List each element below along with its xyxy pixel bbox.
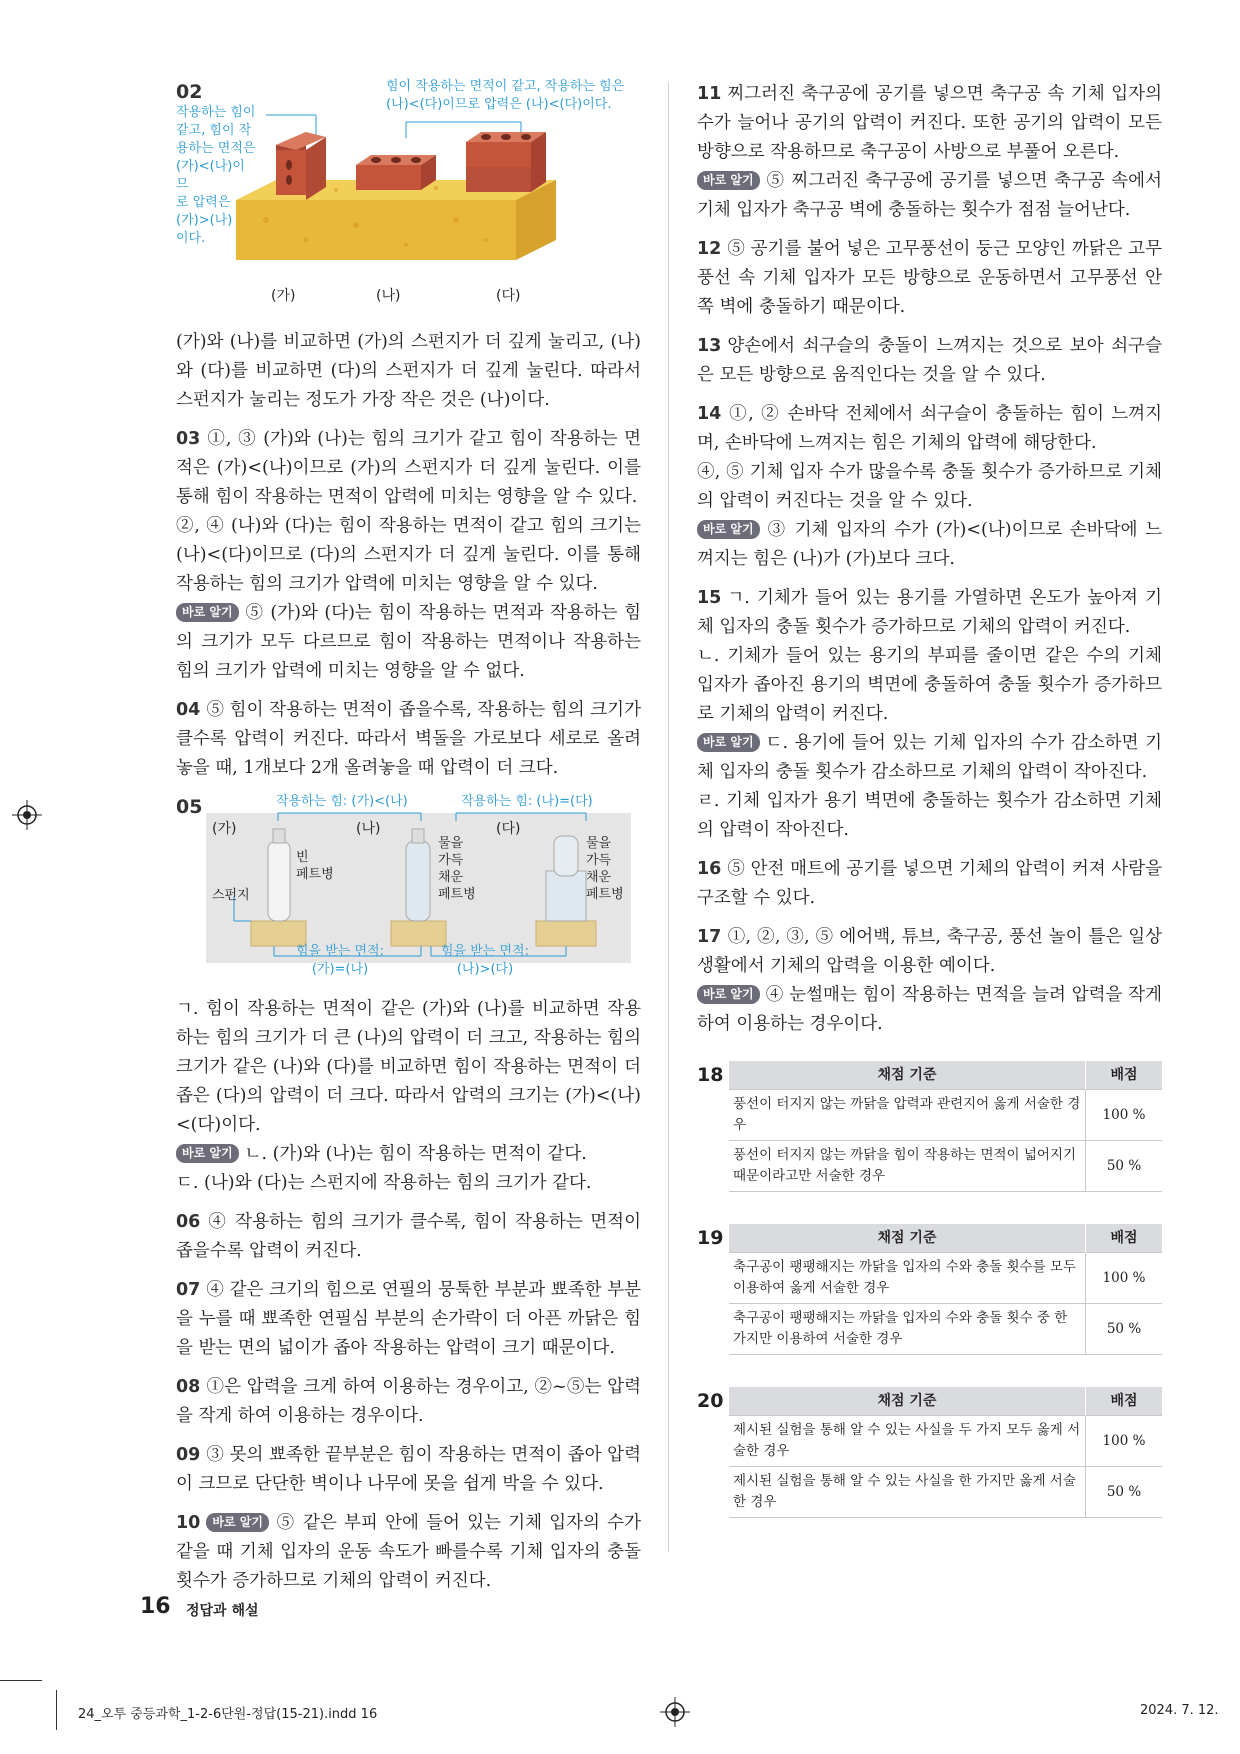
correction-tag: 바로 알기 xyxy=(697,733,760,752)
q05-bottom-note-2: 힘을 받는 면적: (나)>(다) xyxy=(441,944,529,977)
water-bottle-label-da: 물을 가득 채운 페트병 xyxy=(586,836,624,902)
correction-tag: 바로 알기 xyxy=(176,603,239,622)
left-column xyxy=(176,80,641,1606)
correction-tag: 바로 알기 xyxy=(176,1144,239,1163)
q09: 09 ③ 못의 뾰족한 끝부분은 힘이 작용하는 면적이 좁아 압력이 크므로 단단한 벽이나 나무에 못을 쉽게 박을 수 있다. xyxy=(176,1445,641,1494)
correction-tag: 바로 알기 xyxy=(206,1513,269,1532)
q11: 11 찌그러진 축구공에 공기를 넣으면 축구공 속 기체 입자의 수가 늘어나 공기의 압력이 커진다. 또한 공기의 압력이 모든 방향으로 작용하므로 축구공이 사방으로 부풀어 오른다. 바로 알기 ⑤ 찌그러진 축구공에 공기를 넣으면 축구공 속에서 기체 입자가 축구공 벽에 충돌하는 횟수가 점점 늘어난다. xyxy=(697,84,1162,220)
empty-bottle-label: 빈 페트병 xyxy=(296,850,334,882)
q14: 14 ①, ② 손바닥 전체에서 쇠구슬이 충돌하는 힘이 느껴지며, 손바닥에 느껴지는 힘은 기체의 압력에 해당한다. ④, ⑤ 기체 입자 수가 많을수록 충돌 횟수가 증가하므로 기체의 압력이 커진다는 것을 알 수 있다. 바로 알기 ③ 기체 입자의 수가 (가)<(나)이므로 손바닥에 느껴지는 힘은 (나)가 (가)보다 크다. xyxy=(697,404,1162,569)
q07: 07 ④ 같은 크기의 힘으로 연필의 뭉툭한 부분과 뾰족한 부분을 누를 때 뾰족한 연필심 부분의 손가락이 더 아픈 까닭은 힘을 받는 면의 넓이가 좁아 작용하는 압력이 크기 때문이다. xyxy=(176,1280,641,1358)
q02-label-ga: (가) xyxy=(271,288,296,304)
q02-explanation: (가)와 (나)를 비교하면 (가)의 스펀지가 더 깊게 눌리고, (나)와 (다)를 비교하면 (다)의 스펀지가 더 깊게 눌린다. 따라서 스펀지가 눌리는 정도가 가장 작은 것은 (나)이다. xyxy=(176,332,641,410)
registration-mark-icon xyxy=(12,800,42,830)
correction-tag: 바로 알기 xyxy=(697,520,760,539)
q05: ㄱ. 힘이 작용하는 면적이 같은 (가)와 (나)를 비교하면 작용하는 힘의 크기가 더 큰 (나)의 압력이 더 크고, 작용하는 힘의 크기가 같은 (나)와 (다)를 비교하면 힘이 작용하는 면적이 더 좁은 (다)의 압력이 더 크다. 따라서 압력의 크기는 (가)<(나)<(다)이다. 바로 알기 ㄴ. (가)와 (나)는 힘이 작용하는 면적이 같다. ㄷ. (나)와 (다)는 스펀지에 작용하는 힘의 크기가 같다. xyxy=(176,999,641,1193)
brick-na xyxy=(356,155,436,190)
q03: 03 ①, ③ (가)와 (나)는 힘의 크기가 같고 힘이 작용하는 면적은 (가)<(나)이므로 (가)의 스펀지가 더 깊게 눌린다. 이를 통해 힘이 작용하는 면적이 압력에 미치는 영향을 알 수 있다. ②, ④ (나)와 (다)는 힘이 작용하는 면적이 같고 힘의 크기는 (나)<(다)이므로 (다)의 스펀지가 더 깊게 눌린다. 이를 통해 작용하는 힘의 크기가 압력에 미치는 영향을 알 수 있다. 바로 알기 ⑤ (가)와 (다)는 힘이 작용하는 면적과 작용하는 힘의 크기가 모두 다르므로 힘이 작용하는 면적이나 작용하는 힘의 크기가 압력에 미치는 영향을 알 수 없다. xyxy=(176,429,641,681)
q12: 12 ⑤ 공기를 불어 넣은 고무풍선이 둥근 모양인 까닭은 고무풍선 속 기체 입자가 모든 방향으로 운동하면서 고무풍선 안쪽 벽에 충돌하기 때문이다. xyxy=(697,239,1162,317)
q18-scoring-table: 18 채점 기준 배점 풍선이 터지지 않는 까닭을 압력과 관련지어 옳게 서술한 경우 100 % 풍선이 터지지 않는 까닭을 힘이 작용하는 면적이 넓어지기 때문이라고만 서술한 경우 50 % xyxy=(697,1061,1162,1192)
q02-label-na: (나) xyxy=(376,288,401,304)
q08: 08 ①은 압력을 크게 하여 이용하는 경우이고, ②~⑤는 압력을 작게 하여 이용하는 경우이다. xyxy=(176,1377,641,1426)
page-number: 16 xyxy=(140,1594,171,1619)
crop-mark xyxy=(56,1690,57,1730)
registration-mark-icon xyxy=(660,1697,690,1727)
q04: 04 ⑤ 힘이 작용하는 면적이 좁을수록, 작용하는 힘의 크기가 클수록 압력이 커진다. 따라서 벽돌을 가로보다 세로로 올려놓을 때, 1개보다 2개 올려놓을 때 압력이 더 크다. xyxy=(176,700,641,778)
q02-side-note: 작용하는 힘이 같고, 힘이 작 용하는 면적은 (가)<(나)이므 로 압력은 (가)>(나) 이다. xyxy=(176,105,256,246)
q17: 17 ①, ②, ③, ⑤ 에어백, 튜브, 축구공, 풍선 놀이 틀은 일상생활에서 기체의 압력을 이용한 예이다. 바로 알기 ④ 눈썰매는 힘이 작용하는 면적을 늘려 압력을 작게 하여 이용하는 경우이다. xyxy=(697,927,1162,1034)
q05-bottom-note-1: 힘을 받는 면적: (가)=(나) xyxy=(296,944,384,977)
q19-scoring-table: 19 채점 기준 배점 축구공이 팽팽해지는 까닭을 입자의 수와 충돌 횟수를 모두 이용하여 옳게 서술한 경우 100 % 축구공이 팽팽해지는 까닭을 입자의 수와 충돌 횟수 중 한 가지만 이용하여 서술한 경우 50 % xyxy=(697,1224,1162,1355)
q02-figure xyxy=(176,80,641,310)
bricks-on-sponge-illustration xyxy=(236,90,576,270)
q02-top-note: 힘이 작용하는 면적이 같고, 작용하는 힘은 (나)<(다)이므로 압력은 (나)<(다)이다. xyxy=(386,79,625,112)
brick-da xyxy=(466,132,546,192)
q02-number: 02 xyxy=(176,81,203,103)
q16: 16 ⑤ 안전 매트에 공기를 넣으면 기체의 압력이 커져 사람을 구조할 수 있다. xyxy=(697,859,1162,908)
q05-figure: 05 작용하는 힘: (가)<(나) 작용하는 힘: (나)=(다) (가) (나) (다) 빈 페트병 스펀지 물을 가득 채운 페트병 물을 가득 채운 페트병 힘을 받는 면적: (가)=(나) 힘을 받는 면적: (나)>(다) xyxy=(176,793,641,983)
sponge-label: 스펀지 xyxy=(212,888,250,903)
q13: 13 양손에서 쇠구슬의 충돌이 느껴지는 것으로 보아 쇠구슬은 모든 방향으로 움직인다는 것을 알 수 있다. xyxy=(697,336,1162,385)
right-column xyxy=(697,80,1162,1550)
brick-ga xyxy=(276,132,326,200)
q06: 06 ④ 작용하는 힘의 크기가 클수록, 힘이 작용하는 면적이 좁을수록 압력이 커진다. xyxy=(176,1212,641,1261)
file-name: 24_오투 중등과학_1-2-6단원-정답(15-21).indd 16 xyxy=(78,1707,378,1722)
q02-label-da: (다) xyxy=(496,288,521,304)
bottles-on-sponge-illustration xyxy=(206,811,631,966)
water-bottle-label-na: 물을 가득 채운 페트병 xyxy=(438,836,476,902)
print-date: 2024. 7. 12. xyxy=(1140,1703,1219,1718)
q10: 10 바로 알기 ⑤ 같은 부피 안에 들어 있는 기체 입자의 수가 같을 때 기체 입자의 운동 속도가 빠를수록 기체 입자의 충돌 횟수가 증가하므로 기체의 압력이 커진다. xyxy=(176,1513,641,1591)
correction-tag: 바로 알기 xyxy=(697,171,760,190)
correction-tag: 바로 알기 xyxy=(697,985,760,1004)
q15: 15 ㄱ. 기체가 들어 있는 용기를 가열하면 온도가 높아져 기체 입자의 충돌 횟수가 증가하므로 기체의 압력이 커진다. ㄴ. 기체가 들어 있는 용기의 부피를 줄이면 같은 수의 기체 입자가 좁아진 용기의 벽면에 충돌하여 충돌 횟수가 증가하므로 기체의 압력이 커진다. 바로 알기 ㄷ. 용기에 들어 있는 기체 입자의 수가 감소하면 기체 입자의 충돌 횟수가 감소하므로 기체의 압력이 작아진다. ㄹ. 기체 입자가 용기 벽면에 충돌하는 횟수가 감소하면 기체의 압력이 작아진다. xyxy=(697,588,1162,840)
q20-scoring-table: 20 채점 기준 배점 제시된 실험을 통해 알 수 있는 사실을 두 가지 모두 옳게 서술한 경우 100 % 제시된 실험을 통해 알 수 있는 사실을 한 가지만 옳게 서술한 경우 50 % xyxy=(697,1387,1162,1518)
section-label: 정답과 해설 xyxy=(186,1603,259,1619)
column-divider xyxy=(668,82,669,1552)
crop-mark xyxy=(0,1680,42,1681)
